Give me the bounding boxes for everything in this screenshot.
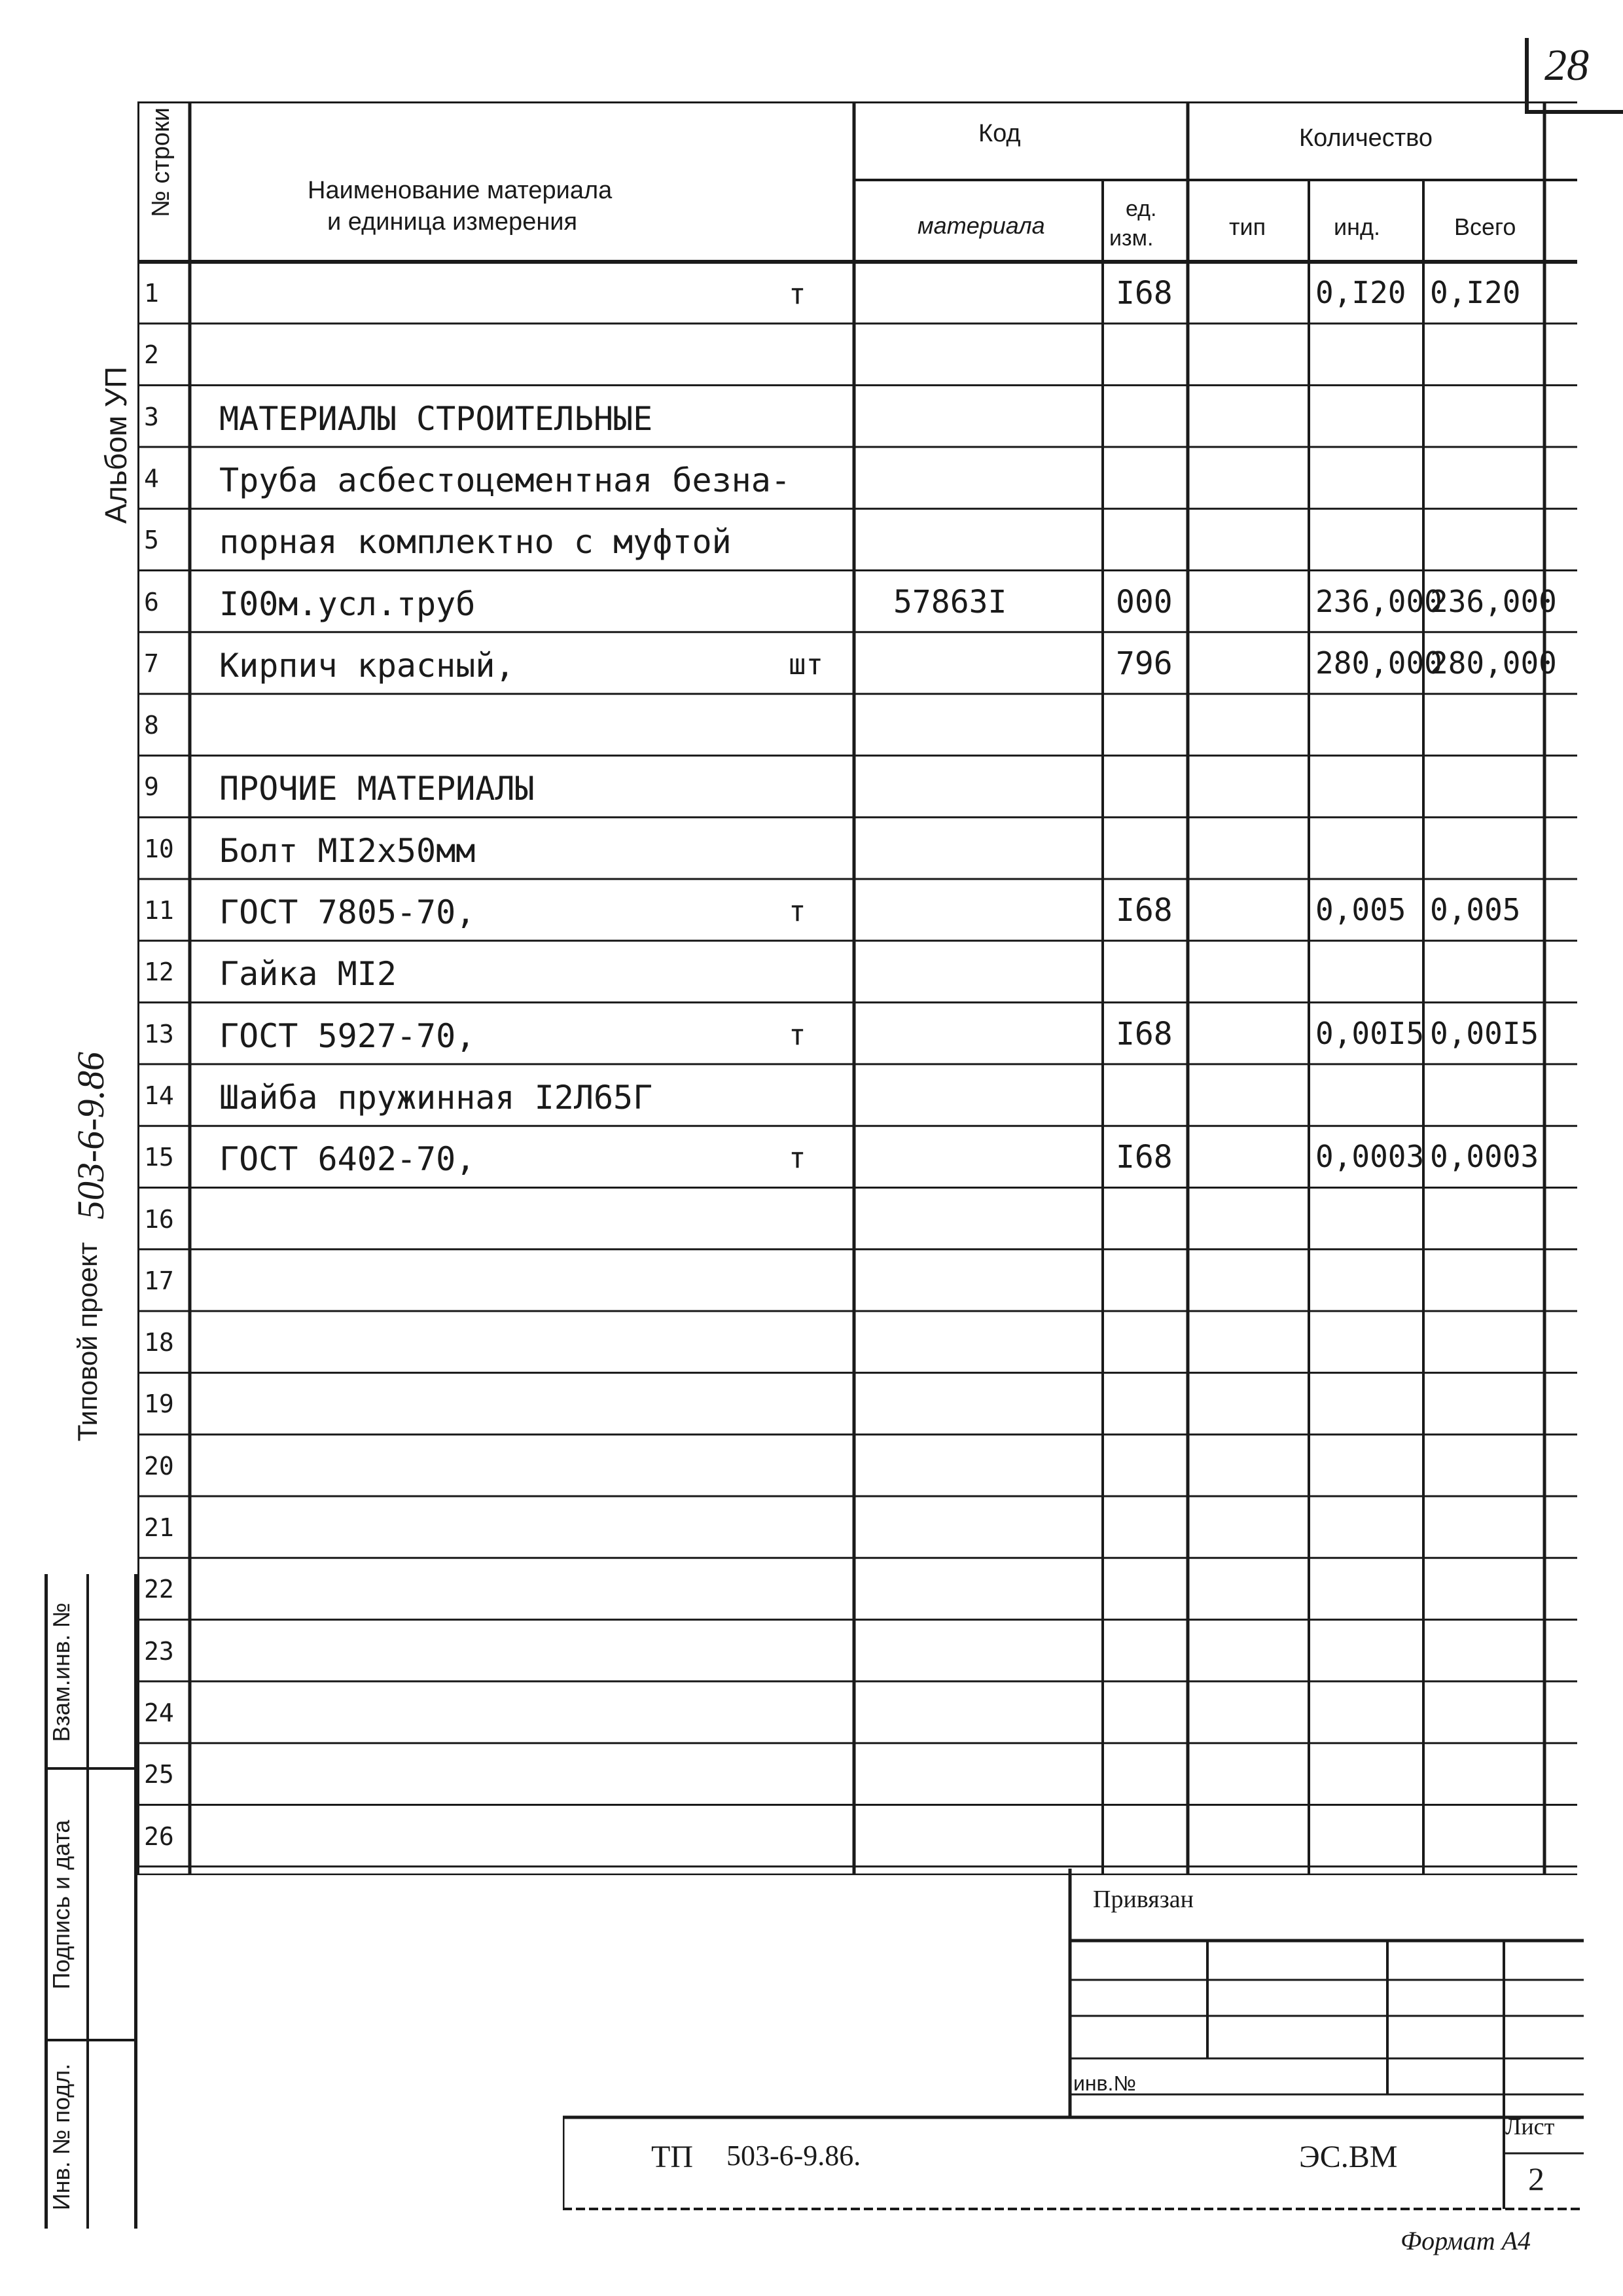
row-number: 23 xyxy=(144,1636,174,1666)
row-name: ГОСТ 5927-70, xyxy=(219,1016,476,1055)
row-number: 25 xyxy=(144,1760,174,1789)
row-ind: 0,I20 xyxy=(1315,275,1406,310)
row-total: 0,0003 xyxy=(1430,1139,1539,1175)
doc-number: 503-6-9.86. xyxy=(726,2140,861,2172)
row-name: Гайка MI2 xyxy=(219,955,397,994)
header-unit-1: ед. xyxy=(1126,196,1157,221)
stamp-vzam: Взам.инв. № xyxy=(48,1602,75,1742)
header-name-1: Наименование материала xyxy=(308,177,613,204)
header-code: Код xyxy=(978,120,1021,147)
row-number: 12 xyxy=(144,958,174,987)
row-name: Труба асбестоцементная безна- xyxy=(219,461,791,499)
row-number: 4 xyxy=(144,463,159,493)
project-label: Типовой проект xyxy=(72,1242,103,1442)
row-name: МАТЕРИАЛЫ СТРОИТЕЛЬНЫЕ xyxy=(219,399,653,438)
row-unit: т xyxy=(789,895,806,928)
row-number: 2 xyxy=(144,340,159,370)
header-material: материала xyxy=(918,212,1045,239)
row-name: Шайба пружинная I2Л65Г xyxy=(219,1078,653,1117)
row-unit-code: 000 xyxy=(1116,583,1173,620)
title-block xyxy=(563,1869,1584,2235)
row-number: 9 xyxy=(144,772,159,802)
row-name: Кирпич красный, xyxy=(219,646,515,685)
header-ind: инд. xyxy=(1334,213,1380,240)
row-number: 14 xyxy=(144,1081,174,1110)
stamp-podpis: Подпись и дата xyxy=(48,1820,75,1990)
row-number: 24 xyxy=(144,1698,174,1727)
row-number: 10 xyxy=(144,834,174,863)
sheet-label: Лист xyxy=(1505,2113,1555,2140)
row-unit-code: I68 xyxy=(1116,275,1173,312)
row-name: I00м.усл.труб xyxy=(219,584,476,623)
row-number: 16 xyxy=(144,1204,174,1234)
doc-mark: ЭС.ВМ xyxy=(1299,2140,1398,2174)
row-number: 22 xyxy=(144,1575,174,1604)
row-unit-code: I68 xyxy=(1116,892,1173,929)
row-total: 0,005 xyxy=(1430,892,1521,927)
row-name: Болт MI2x50мм xyxy=(219,831,476,870)
row-unit: т xyxy=(789,1141,806,1175)
row-material-code: 57863I xyxy=(893,583,1007,620)
doc-code: ТП xyxy=(651,2140,693,2174)
page-number-box xyxy=(1518,13,1623,105)
row-unit: т xyxy=(789,278,806,311)
row-number: 21 xyxy=(144,1513,174,1542)
stamp-inv: Инв. № подл. xyxy=(48,2063,75,2211)
side-stamp xyxy=(45,1574,137,2229)
row-ind: 236,000 xyxy=(1315,583,1442,619)
header-quantity: Количество xyxy=(1299,124,1433,152)
row-number: 1 xyxy=(144,279,159,308)
row-ind: 280,000 xyxy=(1315,645,1442,681)
row-name: ПРОЧИЕ МАТЕРИАЛЫ xyxy=(219,770,535,808)
privyazan-label: Привязан xyxy=(1093,1886,1194,1913)
row-number: 7 xyxy=(144,649,159,678)
row-number: 6 xyxy=(144,587,159,617)
row-unit-code: 796 xyxy=(1116,645,1173,682)
inv-no-label: инв.№ xyxy=(1073,2072,1136,2095)
row-name: ГОСТ 7805-70, xyxy=(219,893,476,931)
row-number: 19 xyxy=(144,1390,174,1419)
row-number: 8 xyxy=(144,711,159,740)
row-unit-code: I68 xyxy=(1116,1015,1173,1052)
row-number: 17 xyxy=(144,1266,174,1295)
header-unit-2: изм. xyxy=(1109,226,1154,251)
row-name: порная комплектно с муфтой xyxy=(219,523,732,562)
header-type: тип xyxy=(1229,213,1266,240)
row-number: 3 xyxy=(144,402,159,431)
row-number: 11 xyxy=(144,896,174,925)
header-total: Всего xyxy=(1454,213,1516,240)
project-number: 503-6-9.86 xyxy=(69,1051,112,1220)
row-number: 20 xyxy=(144,1451,174,1480)
row-number: 5 xyxy=(144,526,159,555)
page-number: 28 xyxy=(1544,40,1589,90)
row-number: 26 xyxy=(144,1821,174,1851)
row-total: 0,I20 xyxy=(1430,275,1521,310)
row-ind: 0,005 xyxy=(1315,892,1406,927)
row-unit-code: I68 xyxy=(1116,1139,1173,1176)
row-ind: 0,0003 xyxy=(1315,1139,1425,1175)
header-name-2: и единица измерения xyxy=(327,208,578,236)
row-unit: шт xyxy=(789,647,823,681)
row-total: 0,00I5 xyxy=(1430,1015,1539,1051)
row-name: ГОСТ 6402-70, xyxy=(219,1140,476,1179)
album-label: Альбом УП xyxy=(99,366,133,524)
sheet-number: 2 xyxy=(1528,2161,1544,2197)
row-total: 236,000 xyxy=(1430,583,1557,619)
row-unit: т xyxy=(789,1018,806,1052)
row-number: 13 xyxy=(144,1019,174,1049)
header-row-no: № строки xyxy=(147,107,175,217)
row-number: 18 xyxy=(144,1328,174,1357)
row-number: 15 xyxy=(144,1143,174,1172)
row-total: 280,000 xyxy=(1430,645,1557,681)
format-label: Формат А4 xyxy=(1400,2226,1531,2255)
row-ind: 0,00I5 xyxy=(1315,1015,1425,1051)
